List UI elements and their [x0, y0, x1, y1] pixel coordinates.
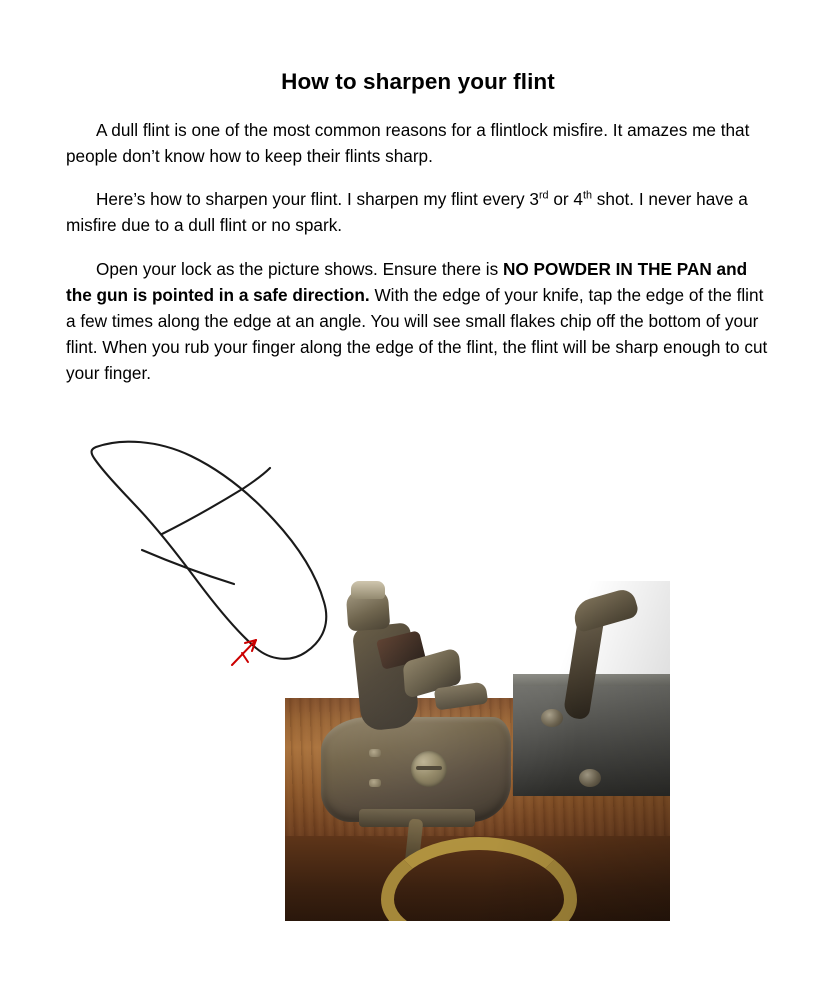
paragraph-2: [66, 169, 770, 238]
figure-flintlock: [66, 434, 770, 934]
ordinal-suffix-fourth: th: [583, 189, 593, 202]
paragraph-1-text: A dull flint is one of the most common reasons for a flintlock misfire. It amazes me that people don’t know how to keep their flints sharp.: [66, 120, 750, 167]
paragraph-2-run-3: or 4: [548, 189, 583, 210]
paragraph-3-run-3: With the edge of your knife, tap the edge of the flint a few times along the edge at an angle. You will see small flakes chip off the bottom of your flint. When you rub your finger along the edge of the flint, the flint will be sharp enough to cut your finger.: [66, 284, 768, 384]
paragraph-3: [66, 239, 770, 387]
red-arrow-annotation-icon: [232, 640, 256, 665]
paragraph-3-run-1: Open your lock as the picture shows. Ensure there is: [96, 258, 503, 279]
page-title: How to sharpen your flint: [281, 69, 555, 94]
paragraph-1: [66, 95, 770, 169]
hand-drawn-annotation-layer: [66, 434, 770, 934]
paragraph-2-run-5: shot. I never have a misfire due to a dull flint or no spark.: [66, 189, 748, 236]
safety-warning-text: NO POWDER IN THE PAN and the gun is pointed in a safe direction.: [66, 258, 748, 305]
paragraph-2-run-1: Here’s how to sharpen your flint. I sharpen my flint every 3: [96, 189, 539, 210]
knife-outline-icon: [92, 442, 327, 659]
ordinal-suffix-third: rd: [538, 189, 549, 202]
